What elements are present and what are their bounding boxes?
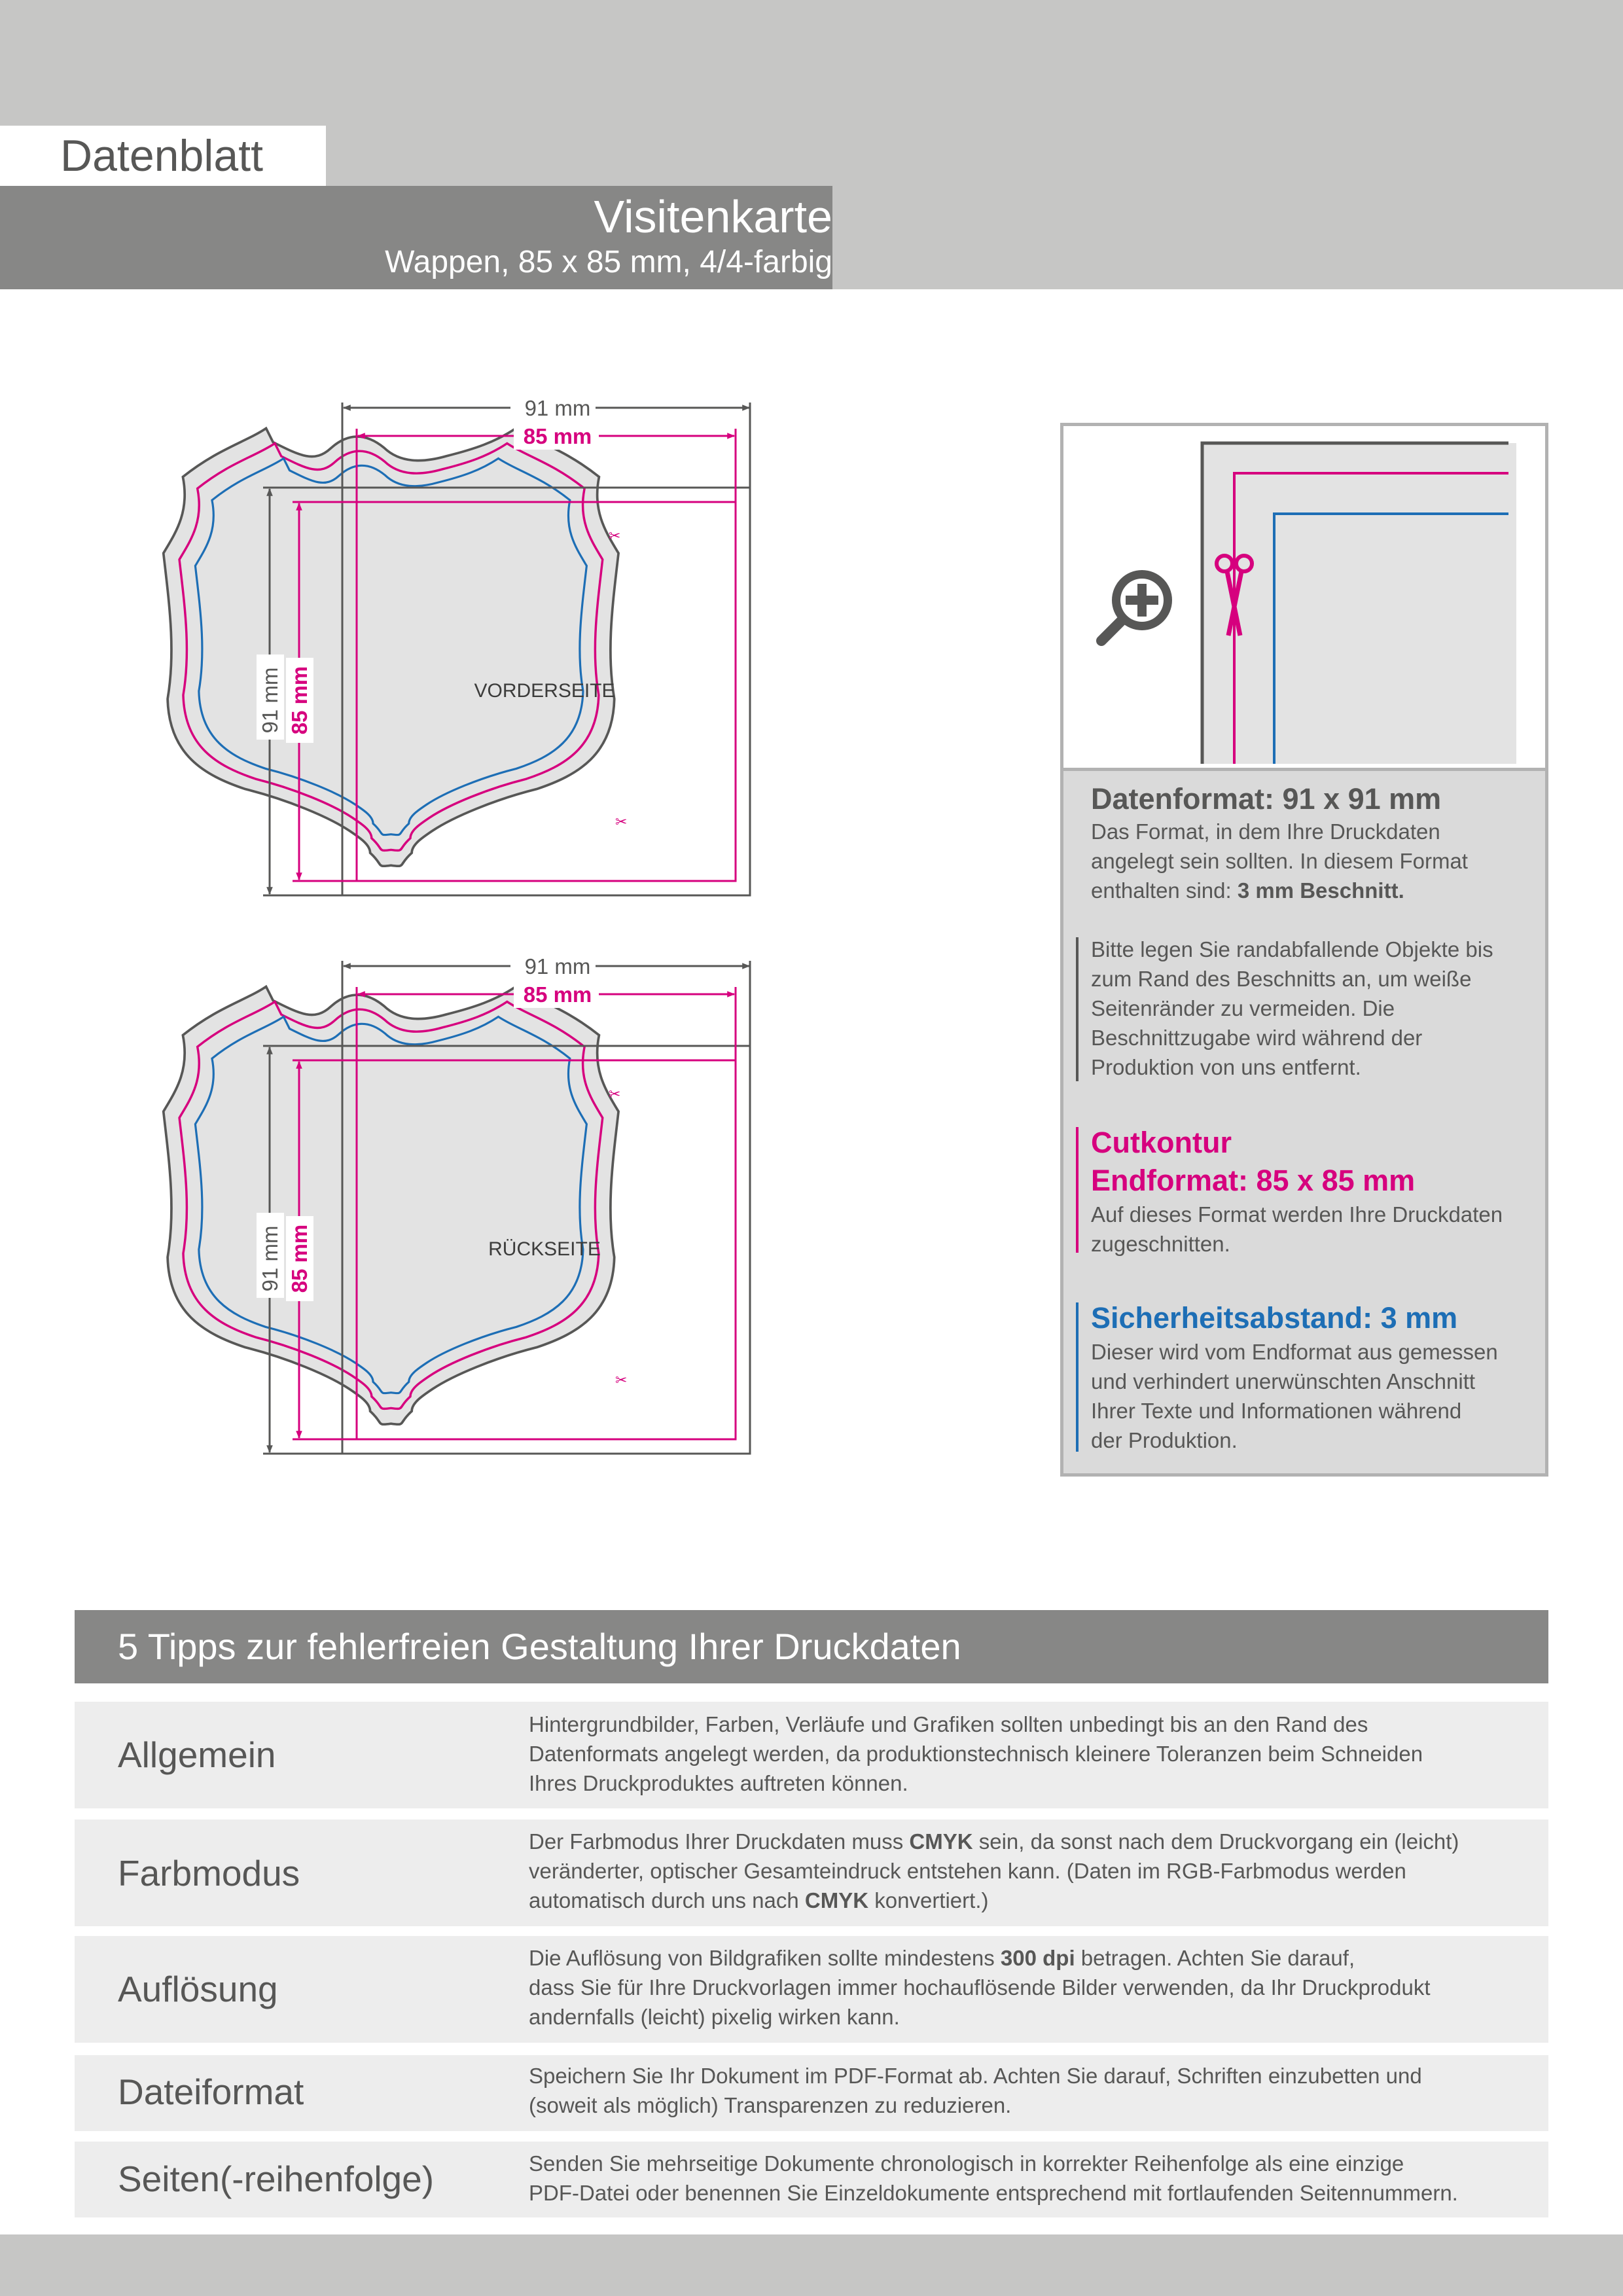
doc-label: Datenblatt bbox=[60, 131, 263, 181]
tip-text: Senden Sie mehrseitige Dokumente chronologisch in korrekter Reihenfolge als eine einzige PDF-Datei oder benennen Sie Einzeldokumente entsprechend mit fortlaufenden Seitennummern. bbox=[529, 2151, 1458, 2205]
scissors-icon: ✂ bbox=[609, 1086, 621, 1102]
bleed-marker-bar bbox=[1076, 937, 1079, 1081]
cut-marker-bar bbox=[1076, 1127, 1079, 1253]
magnifier-plus-icon bbox=[1101, 570, 1172, 641]
tip-title: Seiten(-reihenfolge) bbox=[118, 2159, 435, 2199]
legend-safe-line: und verhindert unerwünschten Anschnitt bbox=[1091, 1369, 1476, 1393]
legend-bleed-line: Beschnittzugabe wird während der bbox=[1091, 1026, 1423, 1050]
dim-inner-width: 85 mm bbox=[523, 982, 592, 1007]
safe-marker-bar bbox=[1076, 1302, 1079, 1452]
dim-outer-height: 91 mm bbox=[258, 1225, 282, 1292]
legend-cut-title: Cutkontur bbox=[1091, 1126, 1232, 1159]
scissors-icon: ✂ bbox=[615, 814, 628, 830]
dim-outer-width: 91 mm bbox=[524, 396, 591, 420]
legend-bleed-line: Bitte legen Sie randabfallende Objekte bis bbox=[1091, 937, 1493, 961]
tip-title: Allgemein bbox=[118, 1734, 276, 1775]
dim-inner-width: 85 mm bbox=[523, 424, 592, 448]
side-label-back: RÜCKSEITE bbox=[488, 1238, 601, 1260]
legend-bleed-line: Produktion von uns entfernt. bbox=[1091, 1055, 1361, 1079]
legend-datenformat-line: Das Format, in dem Ihre Druckdaten bbox=[1091, 819, 1440, 844]
tip-text: Hintergrundbilder, Farben, Verläufe und Grafiken sollten unbedingt bis an den Rand des Datenformats angelegt werden, da produktionstechnisch kleinere Toleranzen beim Schneiden Ihres Druckproduktes auftreten können. bbox=[529, 1712, 1423, 1795]
page-subtitle: Wappen, 85 x 85 mm, 4/4-farbig bbox=[385, 245, 832, 279]
side-label-front: VORDERSEITE bbox=[474, 680, 615, 702]
legend-cut-line: zugeschnitten. bbox=[1091, 1232, 1230, 1256]
diagram-front bbox=[164, 393, 750, 895]
dim-outer-height: 91 mm bbox=[258, 667, 282, 734]
legend-datenformat-line: enthalten sind: 3 mm Beschnitt. bbox=[1091, 878, 1404, 903]
tip-title: Farbmodus bbox=[118, 1853, 300, 1893]
legend-cut-format: Endformat: 85 x 85 mm bbox=[1091, 1164, 1416, 1197]
legend-safe-title: Sicherheitsabstand: 3 mm bbox=[1091, 1301, 1458, 1335]
legend-bleed-line: Seitenränder zu vermeiden. Die bbox=[1091, 996, 1395, 1020]
tips-header: 5 Tipps zur fehlerfreien Gestaltung Ihrer Druckdaten bbox=[118, 1626, 961, 1667]
footer-band bbox=[0, 2234, 1623, 2296]
dim-inner-height: 85 mm bbox=[287, 1224, 312, 1293]
legend-bleed-line: zum Rand des Beschnitts an, um weiße bbox=[1091, 967, 1472, 991]
tip-text: Der Farbmodus Ihrer Druckdaten muss CMYK sein, da sonst nach dem Druckvorgang ein (leicht) veränderter, optischer Gesamteindruck entstehen kann. (Daten im RGB-Farbmodus werden automatisch durch uns nach CMYK konvertiert.) bbox=[529, 1829, 1459, 1912]
legend-safe-line: Ihrer Texte und Informationen während bbox=[1091, 1399, 1462, 1423]
diagram-back bbox=[164, 951, 750, 1454]
page-title: Visitenkarte bbox=[594, 191, 832, 242]
tip-title: Auflösung bbox=[118, 1969, 278, 2009]
scissors-icon: ✂ bbox=[615, 1372, 628, 1388]
legend-datenformat-title: Datenformat: 91 x 91 mm bbox=[1091, 782, 1442, 816]
legend-safe-line: der Produktion. bbox=[1091, 1428, 1238, 1452]
tip-text: Die Auflösung von Bildgrafiken sollte mindestens 300 dpi betragen. Achten Sie darauf, dass Sie für Ihre Druckvorlagen immer hochauflösende Bilder verwenden, da Ihr Druckprodukt andernfalls (leicht) pixelig wirken kann. bbox=[529, 1946, 1431, 2029]
dim-inner-height: 85 mm bbox=[287, 666, 312, 735]
format-diagrams bbox=[0, 0, 851, 1505]
legend-zoom-graphic bbox=[1063, 426, 1545, 768]
legend-cut-line: Auf dieses Format werden Ihre Druckdaten bbox=[1091, 1202, 1503, 1227]
legend-safe-line: Dieser wird vom Endformat aus gemessen bbox=[1091, 1340, 1498, 1364]
dim-outer-width: 91 mm bbox=[524, 954, 591, 978]
tip-title: Dateiformat bbox=[118, 2072, 304, 2112]
scissors-icon: ✂ bbox=[609, 528, 621, 544]
legend-datenformat-line: angelegt sein sollten. In diesem Format bbox=[1091, 849, 1468, 873]
tip-text: Speichern Sie Ihr Dokument im PDF-Format ab. Achten Sie darauf, Schriften einzubetten und (soweit als möglich) Transparenzen zu reduzieren. bbox=[529, 2064, 1422, 2117]
